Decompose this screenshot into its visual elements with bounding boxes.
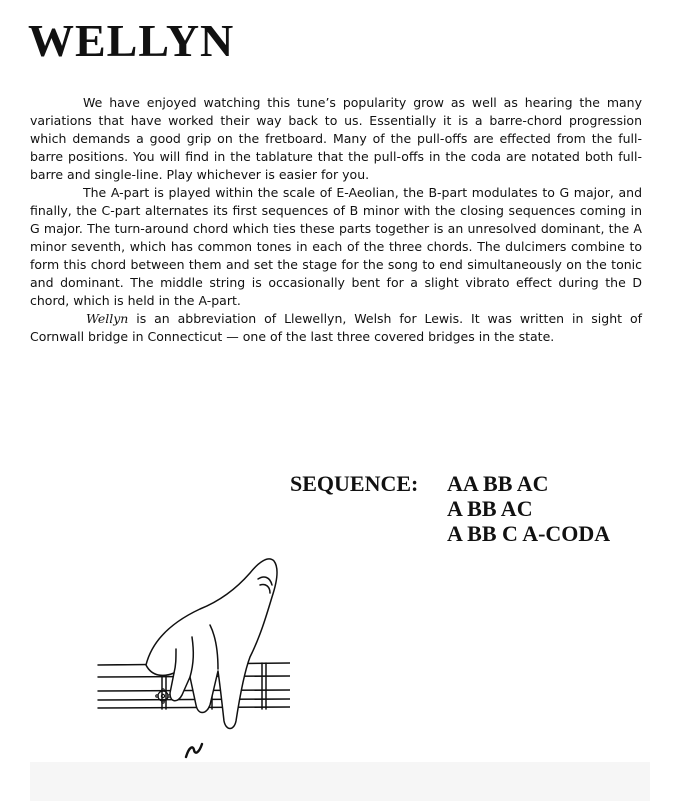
page-title: WELLYN bbox=[28, 15, 235, 66]
paragraph-structure: The A-part is played within the scale of E-Aeolian, the B-part modulates to G major, and finally, the C-part alternates its first sequences of B minor with the closing sequences coming in G major. The turn-around chord which ties these parts together is an unresolved dominant, the A minor seventh, which has common tones in each of the three chords. The dulcimers combine to form this chord between them and set the stage for the song to end simultaneously on the tonic and dominant. The middle string is occasionally bent for a slight vibrato effect during the D chord, which is held in the A-part. bbox=[30, 185, 642, 308]
tune-name-italic: Wellyn bbox=[86, 311, 129, 326]
paragraph-name-origin bbox=[30, 310, 642, 346]
hand-on-fretboard-illustration bbox=[90, 545, 290, 760]
sequence-line-2: A BB AC bbox=[447, 496, 533, 521]
sequence-line-3: A BB C A-CODA bbox=[447, 521, 611, 546]
paragraph-intro: We have enjoyed watching this tune’s popularity grow as well as hearing the many variations that have worked their way back to us. Essentially it is a barre-chord progression which demands a good grip on the fretboard. Many of the pull-offs are effected from the full-barre positions. You will find in the tablature that the pull-offs in the coda are notated both full-barre and single-line. Play whichever is easier for you. bbox=[30, 95, 642, 182]
body-text bbox=[30, 94, 642, 346]
pluck-squiggle-icon bbox=[186, 744, 202, 757]
paragraph-name-origin-text: is an abbreviation of Llewellyn, Welsh for Lewis. It was written in sight of Cornwall bridge in Connecticut — one of the last three covered bridges in the state. bbox=[30, 311, 642, 344]
sequence-lines bbox=[447, 471, 610, 546]
page-footer-band bbox=[30, 762, 650, 801]
sequence-line-1: AA BB AC bbox=[447, 471, 549, 496]
sequence-label: SEQUENCE: bbox=[290, 471, 419, 496]
